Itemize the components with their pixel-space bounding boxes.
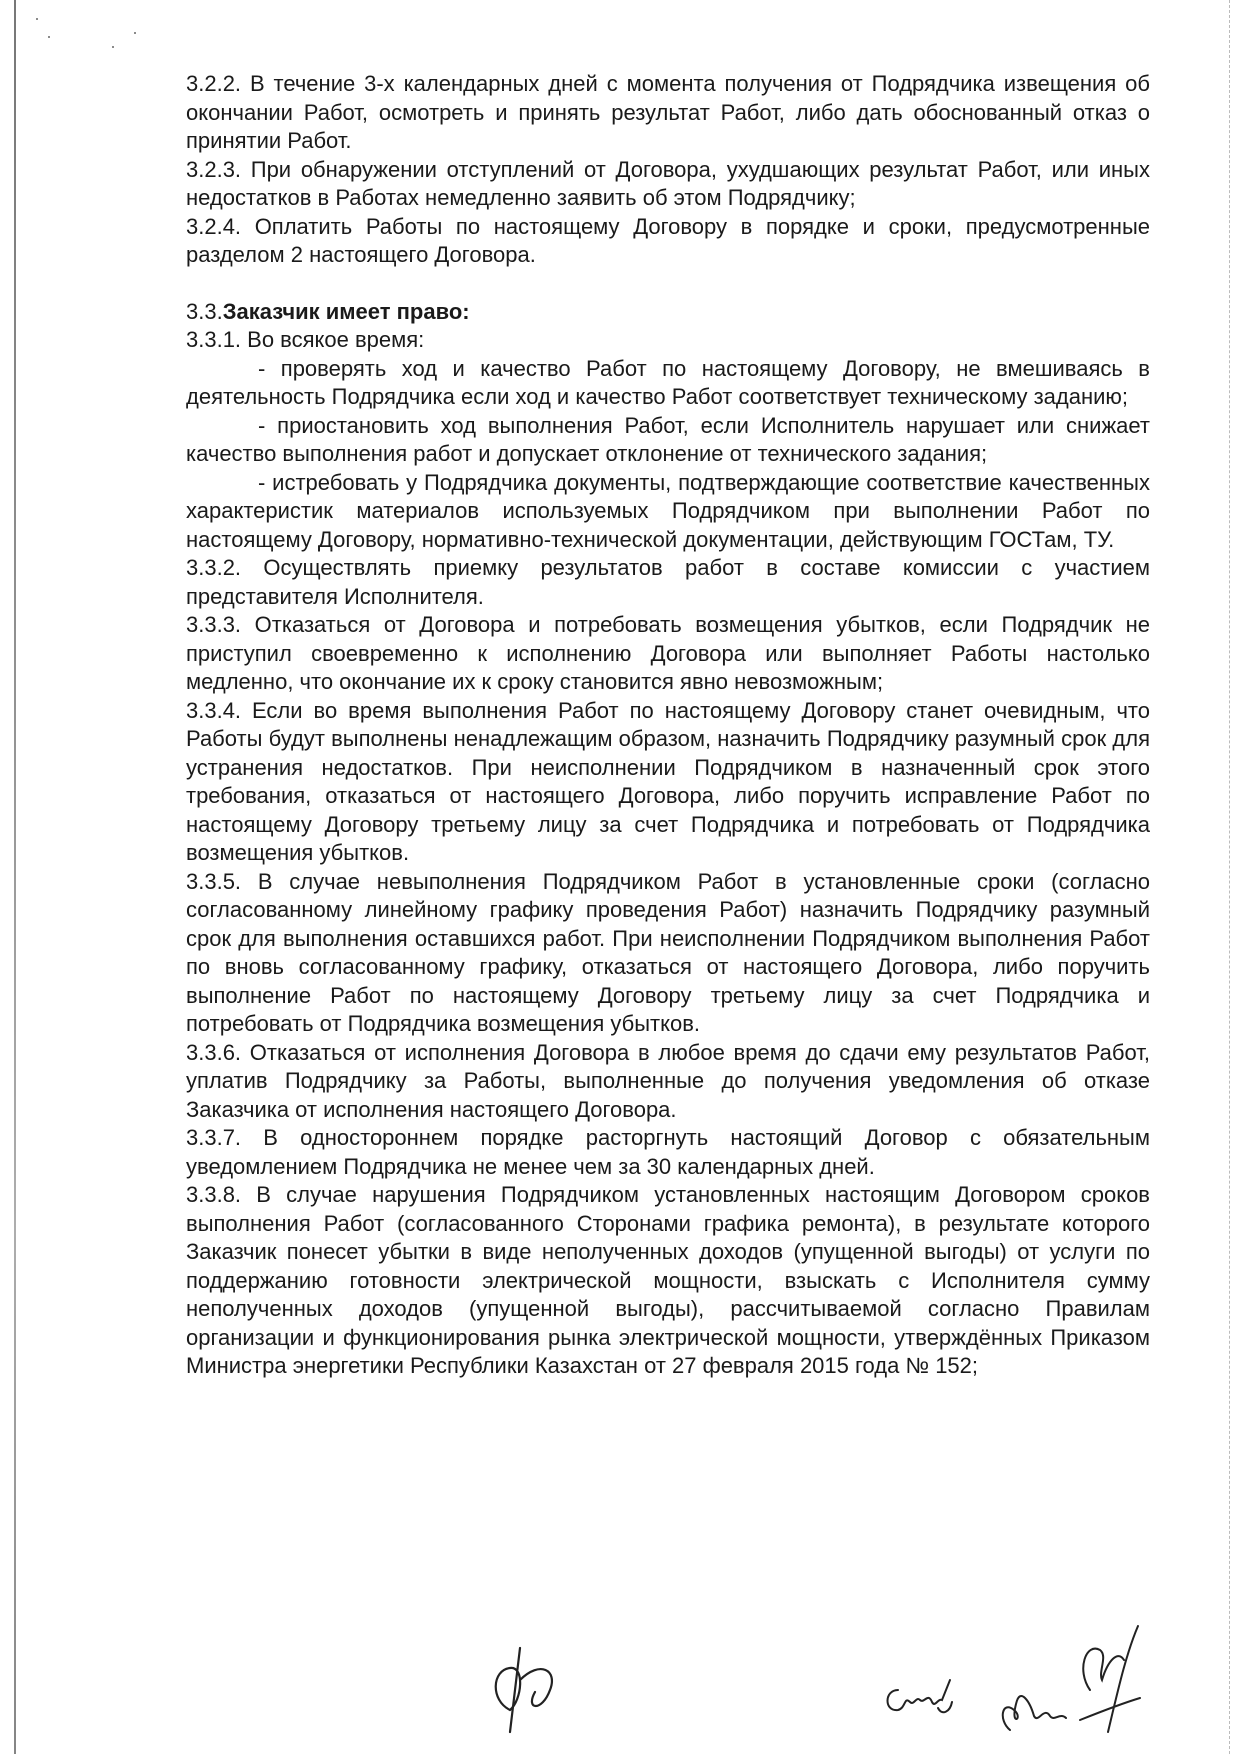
paragraph-3-2-3: 3.2.3. При обнаружении отступлений от Договора, ухудшающих результат Работ, или иных недостатков в Работах немедленно заявить об этом Подрядчику; [186, 156, 1150, 210]
signature-left [480, 1640, 570, 1740]
paragraph-3-3-5: 3.3.5. В случае невыполнения Подрядчиком Работ в установленные сроки (согласно согласованному линейному графику проведения Работ) назначить Подрядчику разумный срок для выполнения оставшихся работ. При неисполнении Подрядчиком выполнения Работ по вновь согласованному графику, отказаться от настоящего Договора, либо поручить выполнение Работ по настоящему Договору третьему лицу за счет Подрядчика и потребовать от Подрядчика возмещения убытков. [186, 868, 1150, 1036]
scan-dust [48, 36, 50, 38]
paragraph-3-3-2: 3.3.2. Осуществлять приемку результатов работ в составе комиссии с участием представителя Исполнителя. [186, 555, 1150, 609]
signature-middle [880, 1672, 960, 1722]
signature-area [0, 1600, 1240, 1754]
scan-dust [36, 18, 38, 20]
paragraph-3-3-4: 3.3.4. Если во время выполнения Работ по настоящему Договору станет очевидным, что Работы будут выполнены ненадлежащим образом, назначить Подрядчику разумный срок для устранения недостатков. При неисполнении Подрядчиком в назначенный срок этого требования, отказаться от настоящего Договора, либо поручить исправление Работ по настоящему Договору третьему лицу за счет Подрядчика и потребовать от Подрядчика возмещения убытков. [186, 697, 1150, 865]
section-title: Заказчик имеет право: [222, 298, 470, 324]
paragraph-3-2-2: 3.2.2. В течение 3-х календарных дней с момента получения от Подрядчика извещения об окончании Работ, осмотреть и принять результат Работ, либо дать обоснованный отказ о принятии Работ. [186, 71, 1150, 153]
section-number: 3.3. [186, 298, 223, 324]
section-heading-3-3 [186, 298, 1150, 327]
paragraph-3-3-6: 3.3.6. Отказаться от исполнения Договора в любое время до сдачи ему результатов Работ, уплатив Подрядчику за Работы, выполненные до получения уведомления об отказе Заказчика от исполнения настоящего Договора. [186, 1039, 1150, 1122]
paragraph-3-3-3: 3.3.3. Отказаться от Договора и потребовать возмещения убытков, если Подрядчик не приступил своевременно к исполнению Договора или выполняет Работы настолько медленно, что окончание их к сроку становится явно невозможным; [186, 612, 1150, 694]
scan-edge-left [14, 0, 16, 1754]
list-item-3-3-1-a: - проверять ход и качество Работ по настоящему Договору, не вмешиваясь в деятельность Подрядчика если ход и качество Работ соответствует техническому заданию; [186, 355, 1150, 409]
paragraph-3-3-8: 3.3.8. В случае нарушения Подрядчиком установленных настоящим Договором сроков выполнения Работ (согласованного Сторонами графика ремонта), в результате которого Заказчик понесет убытки в виде неполученных доходов (упущенной выгоды) от услуги по поддержанию готовности электрической мощности, взыскать с Исполнителя сумму неполученных доходов (упущенной выгоды), рассчитываемой согласно Правилам организации и функционирования рынка электрической мощности, утверждённых Приказом Министра энергетики Республики Казахстан от 27 февраля 2015 года № 152; [186, 1182, 1150, 1378]
list-item-3-3-1-c: - истребовать у Подрядчика документы, подтверждающие соответствие качественных характеристик материалов используемых Подрядчиком при выполнении Работ по настоящему Договору, нормативно-технической документации, действующим ГОСТам, ТУ. [186, 469, 1150, 552]
scan-edge-right [1228, 0, 1230, 1754]
scan-dust [134, 32, 136, 34]
paragraph-3-2-4: 3.2.4. Оплатить Работы по настоящему Договору в порядке и сроки, предусмотренные разделом 2 настоящего Договора. [186, 213, 1150, 267]
signature-right [990, 1620, 1160, 1745]
document-body [186, 70, 1150, 1381]
paragraph-3-3-7: 3.3.7. В одностороннем порядке расторгнуть настоящий Договор с обязательным уведомлением Подрядчика не менее чем за 30 календарных дней. [186, 1125, 1150, 1179]
list-item-3-3-1-b: - приостановить ход выполнения Работ, если Исполнитель нарушает или снижает качество выполнения работ и допускает отклонение от технического задания; [186, 412, 1150, 466]
scan-dust [112, 46, 114, 48]
paragraph-3-3-1: 3.3.1. Во всякое время: [186, 327, 425, 352]
